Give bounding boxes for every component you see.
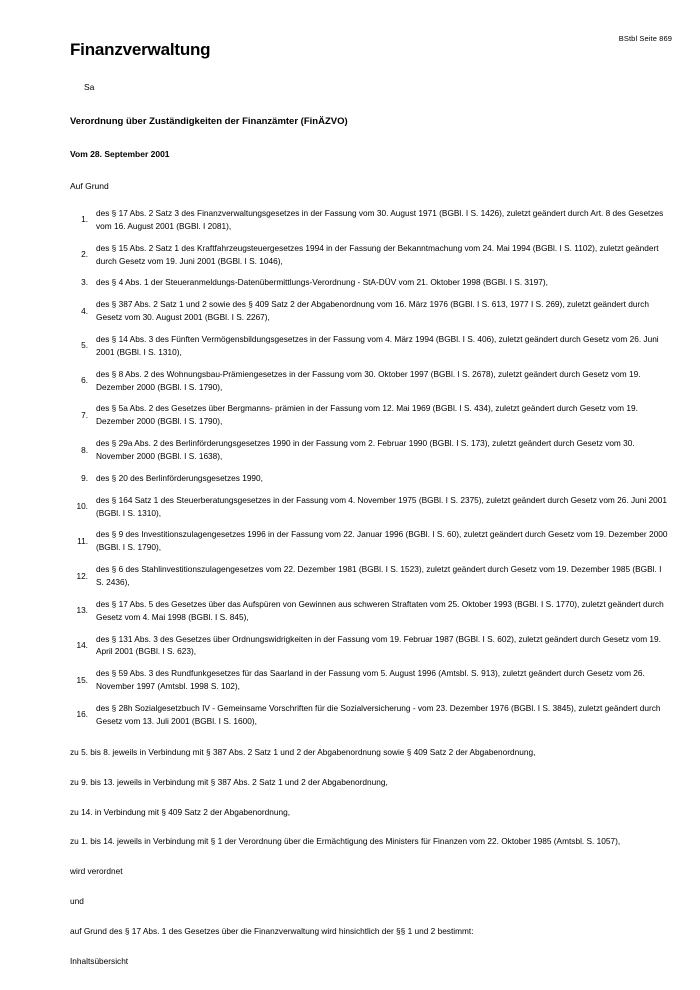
paragraph-wird-verordnet: wird verordnet xyxy=(70,866,123,877)
document-date: Vom 28. September 2001 xyxy=(70,149,170,159)
list-item-text: des § 164 Satz 1 des Steuerberatungsgesetzes in der Fassung vom 4. November 1975 (BGBl. I S. 2375), zuletzt geändert durch Gesetz vom 26. Juni 2001 (BGBl. I S. 1310), xyxy=(96,494,667,518)
list-item-text: des § 28h Sozialgesetzbuch IV - Gemeinsame Vorschriften für die Sozialversicherung - vom 23. Dezember 1976 (BGBl. I S. 3845), zuletzt geändert durch Gesetz vom 13. Juli 2001 (BGBl. I S. 1600), xyxy=(96,703,661,726)
list-item-text: des § 387 Abs. 2 Satz 1 und 2 sowie des § 409 Satz 2 der Abgabenordnung vom 16. März 1976 (BGBl. I S. 613, 1977 I S. 269), zuletzt geändert durch Gesetz vom 30. August 2001 (BGBl. I S. 2267), xyxy=(96,299,650,323)
list-item-text: des § 131 Abs. 3 des Gesetzes über Ordnungswidrigkeiten in der Fassung vom 19. Februar 1987 (BGBl. I S. 602), zuletzt geändert durch Gesetz vom 19. April 2001 (BGBl. I S. 623), xyxy=(96,633,661,657)
list-item-text: des § 20 des Berlinförderungsgesetzes 1990, xyxy=(96,472,263,483)
list-item-number: 9. xyxy=(81,472,88,483)
list-item xyxy=(70,702,670,728)
list-item-number: 7. xyxy=(81,409,88,420)
list-item xyxy=(70,633,670,659)
sa-label: Sa xyxy=(84,82,95,92)
list-item xyxy=(70,242,670,268)
list-item-number: 5. xyxy=(81,340,88,351)
list-item-text: des § 8 Abs. 2 des Wohnungsbau-Prämiengesetzes in der Fassung vom 30. Oktober 1997 (BGBl. I S. 2678), zuletzt geändert durch Gesetz vom 19. Dezember 2000 (BGBl. I S. 1790), xyxy=(96,368,641,392)
list-item-number: 3. xyxy=(81,277,88,288)
closing-paragraphs xyxy=(70,746,670,968)
legal-basis-list xyxy=(70,207,670,728)
paragraph-und: und xyxy=(70,896,84,907)
list-item-number: 1. xyxy=(81,214,88,225)
intro-text: Auf Grund xyxy=(70,181,109,191)
document-subtitle: Verordnung über Zuständigkeiten der Finanzämter (FinÄZVO) xyxy=(70,116,348,127)
list-item xyxy=(70,494,670,520)
paragraph-zu-5-8: zu 5. bis 8. jeweils in Verbindung mit § 387 Abs. 2 Satz 1 und 2 der Abgabenordnung sowie § 409 Satz 2 der Abgabenordnung, xyxy=(70,746,536,757)
list-item xyxy=(70,402,670,428)
list-item-number: 8. xyxy=(81,444,88,455)
list-item-text: des § 6 des Stahlinvestitionszulagengesetzes vom 22. Dezember 1981 (BGBl. I S. 1523), zuletzt geändert durch Gesetz vom 19. Dezember 1985 (BGBl. I S. 2436), xyxy=(96,564,662,588)
list-item xyxy=(70,276,670,289)
list-item xyxy=(70,368,670,394)
list-item-text: des § 15 Abs. 2 Satz 1 des Kraftfahrzeugsteuergesetzes 1994 in der Fassung der Bekanntmachung vom 24. Mai 1994 (BGBl. I S. 1102), zuletzt geändert durch Gesetz vom 19. Juni 2001 (BGBl. I S. 1046), xyxy=(96,242,659,266)
paragraph-auf-grund: auf Grund des § 17 Abs. 1 des Gesetzes über die Finanzverwaltung wird hinsichtlich der §§ 1 und 2 bestimmt: xyxy=(70,925,474,936)
list-item-text: des § 59 Abs. 3 des Rundfunkgesetzes für das Saarland in der Fassung vom 5. August 1996 (Amtsbl. S. 913), zuletzt geändert durch Gesetz vom 26. November 1997 (Amtsbl. 1998 S. 102), xyxy=(96,668,645,692)
list-item xyxy=(70,667,670,693)
page-title: Finanzverwaltung xyxy=(70,40,211,59)
paragraph-zu-14: zu 14. in Verbindung mit § 409 Satz 2 der Abgabenordnung, xyxy=(70,806,291,817)
list-item-number: 4. xyxy=(81,305,88,316)
list-item-text: des § 4 Abs. 1 der Steueranmeldungs-Datenübermittlungs-Verordnung - StA-DÜV vom 21. Oktober 1998 (BGBl. I S. 3197), xyxy=(96,277,548,288)
list-item-number: 10. xyxy=(76,501,88,512)
list-item-number: 14. xyxy=(76,640,88,651)
list-item-number: 2. xyxy=(81,249,88,260)
paragraph-inhaltsuebersicht: Inhaltsübersicht xyxy=(70,955,129,966)
list-item xyxy=(70,298,670,324)
paragraph-zu-9-13: zu 9. bis 13. jeweils in Verbindung mit § 387 Abs. 2 Satz 1 und 2 der Abgabenordnung, xyxy=(70,776,388,787)
list-item xyxy=(70,333,670,359)
paragraph-zu-1-14: zu 1. bis 14. jeweils in Verbindung mit § 1 der Verordnung über die Ermächtigung des Ministers für Finanzen vom 22. Oktober 1985 (Amtsbl. S. 1057), xyxy=(70,836,621,847)
list-item-number: 12. xyxy=(76,570,88,581)
list-item-number: 6. xyxy=(81,375,88,386)
list-item-text: des § 9 des Investitionszulagengesetzes 1996 in der Fassung vom 22. Januar 1996 (BGBl. I S. 60), zuletzt geändert durch Gesetz vom 19. Dezember 2000 (BGBl. I S. 1790), xyxy=(96,529,668,553)
list-item xyxy=(70,437,670,463)
list-item xyxy=(70,207,670,233)
list-item-text: des § 17 Abs. 5 des Gesetzes über das Aufspüren von Gewinnen aus schweren Straftaten vom 25. Oktober 1993 (BGBl. I S. 1770), zuletzt geändert durch Gesetz vom 4. Mai 1998 (BGBl. I S. 845), xyxy=(96,598,664,622)
list-item xyxy=(70,563,670,589)
list-item-text: des § 5a Abs. 2 des Gesetzes über Bergmanns- prämien in der Fassung vom 12. Mai 1969 (BGBl. I S. 434), zuletzt geändert durch Gesetz vom 19. Dezember 2000 (BGBl. I S. 1790), xyxy=(96,403,638,427)
list-item xyxy=(70,472,670,485)
list-item-number: 16. xyxy=(76,709,88,720)
list-item-number: 15. xyxy=(76,674,88,685)
list-item-text: des § 14 Abs. 3 des Fünften Vermögensbildungsgesetzes in der Fassung vom 4. März 1994 (BGBl. I S. 406), zuletzt geändert durch Gesetz vom 26. Juni 2001 (BGBl. I S. 1310), xyxy=(96,334,659,357)
list-item xyxy=(70,528,670,554)
list-item-number: 13. xyxy=(76,605,88,616)
list-item-text: des § 29a Abs. 2 des Berlinförderungsgesetzes 1990 in der Fassung vom 2. Februar 1990 (BGBl. I S. 173), zuletzt geändert durch Gesetz vom 30. November 2000 (BGBl. I S. 1638), xyxy=(96,438,635,462)
page-header-note: BStbl Seite 869 xyxy=(618,34,672,43)
list-item xyxy=(70,598,670,624)
list-item-text: des § 17 Abs. 2 Satz 3 des Finanzverwaltungsgesetzes in der Fassung vom 30. August 1971 (BGBl. I S. 1426), zuletzt geändert durch Art. 8 des Gesetzes vom 16. August 2001 (BGBl. I 2081), xyxy=(96,208,664,231)
list-item-number: 11. xyxy=(77,535,88,546)
